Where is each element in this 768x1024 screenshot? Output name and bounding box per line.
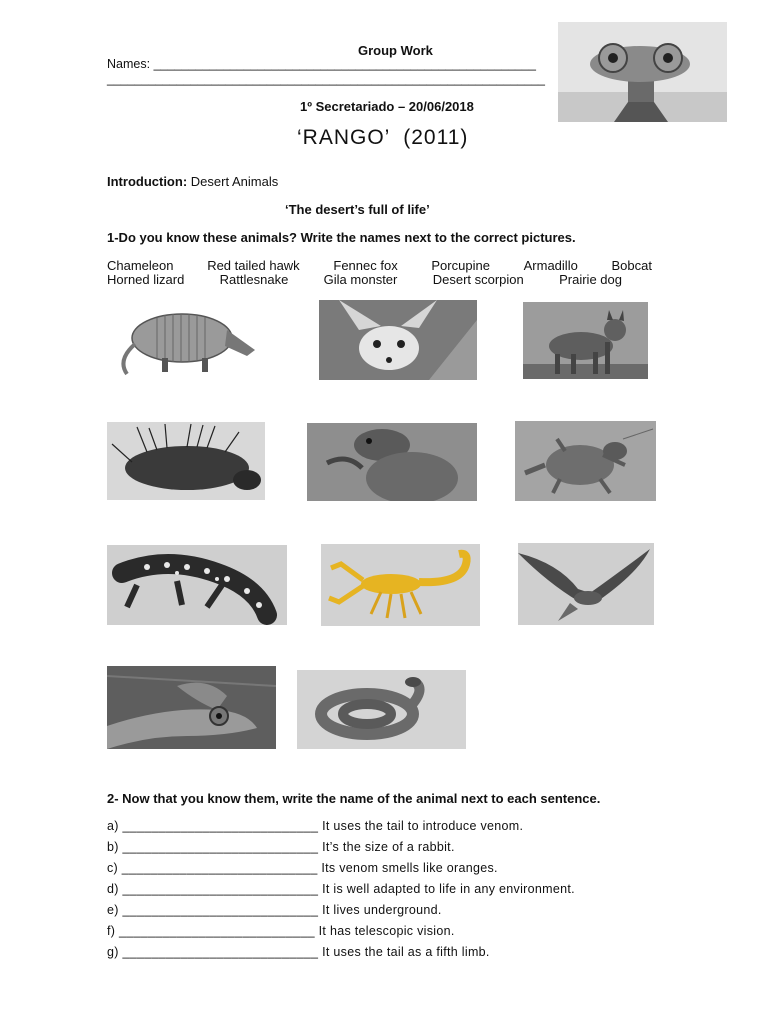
sentence-text: It is well adapted to life in any environment. — [322, 882, 575, 896]
rango-photo — [558, 22, 727, 122]
introduction-label: Introduction: — [107, 174, 188, 189]
rattlesnake-photo — [297, 670, 466, 749]
sentence-row-b — [107, 840, 455, 854]
sentence-row-d — [107, 882, 575, 896]
sentence-text: It uses the tail to introduce venom. — [322, 819, 524, 833]
gila-monster-photo — [107, 545, 287, 625]
hawk-photo — [518, 543, 654, 625]
armadillo-photo — [107, 300, 260, 378]
item-letter: e) — [107, 903, 119, 917]
sentence-row-a — [107, 819, 523, 833]
sentence-text: It’s the size of a rabbit. — [322, 840, 455, 854]
answer-blank[interactable]: ___________________________ — [122, 882, 319, 896]
sentence-text: It lives underground. — [322, 903, 442, 917]
answer-blank[interactable]: ___________________________ — [122, 945, 319, 959]
item-letter: f) — [107, 924, 116, 938]
answer-blank[interactable]: ___________________________ — [122, 903, 319, 917]
animal-names-row-1 — [107, 258, 652, 273]
sentence-row-g — [107, 945, 490, 959]
item-letter: c) — [107, 861, 119, 875]
quote: ‘The desert’s full of life’ — [285, 202, 430, 217]
answer-blank[interactable]: ___________________________ — [119, 924, 315, 938]
item-letter: b) — [107, 840, 119, 854]
bobcat-photo — [523, 302, 648, 379]
answer-blank[interactable]: ___________________________ — [121, 861, 318, 875]
class-date: 1º Secretariado – 20/06/2018 — [300, 99, 474, 114]
animal-name: Bobcat — [611, 258, 652, 273]
sentence-row-f — [107, 924, 455, 938]
item-letter: d) — [107, 882, 119, 896]
names-row — [107, 57, 536, 71]
animal-name: Fennec fox — [333, 258, 398, 273]
animal-names-row-2 — [107, 272, 622, 287]
chameleon-photo — [107, 666, 276, 749]
horned-lizard-photo — [515, 421, 656, 501]
sentence-row-e — [107, 903, 442, 917]
scorpion-photo — [321, 544, 480, 626]
question-2: 2- Now that you know them, write the name of the animal next to each sentence. — [107, 791, 601, 806]
animal-name: Desert scorpion — [432, 272, 524, 287]
answer-blank[interactable]: ___________________________ — [122, 819, 319, 833]
page-title: ‘RANGO’ (2011) — [297, 126, 469, 149]
introduction-value: Desert Animals — [190, 174, 279, 189]
animal-name: Porcupine — [431, 258, 490, 273]
animal-name: Gila monster — [323, 272, 398, 287]
animal-name: Rattlesnake — [219, 272, 289, 287]
porcupine-photo — [107, 422, 265, 500]
prairie-dog-photo — [307, 423, 477, 501]
answer-blank[interactable]: ___________________________ — [122, 840, 319, 854]
item-letter: a) — [107, 819, 119, 833]
question-1: 1-Do you know these animals? Write the names next to the correct pictures. — [107, 230, 576, 245]
names-label: Names: — [107, 57, 151, 71]
introduction-line — [107, 174, 278, 189]
sentence-row-c — [107, 861, 498, 875]
sentence-text: It uses the tail as a fifth limb. — [322, 945, 490, 959]
animal-name: Horned lizard — [107, 272, 185, 287]
names-line-1: _______________________________________________________ — [153, 57, 536, 71]
fennec-fox-photo — [319, 300, 477, 380]
names-line-2: _______________________________________________________________ — [107, 72, 545, 86]
animal-name: Armadillo — [523, 258, 578, 273]
sentence-text: It has telescopic vision. — [318, 924, 455, 938]
group-work-heading: Group Work — [358, 43, 433, 58]
animal-name: Prairie dog — [559, 272, 622, 287]
animal-name: Chameleon — [107, 258, 174, 273]
sentence-text: Its venom smells like oranges. — [321, 861, 498, 875]
animal-name: Red tailed hawk — [207, 258, 300, 273]
item-letter: g) — [107, 945, 119, 959]
